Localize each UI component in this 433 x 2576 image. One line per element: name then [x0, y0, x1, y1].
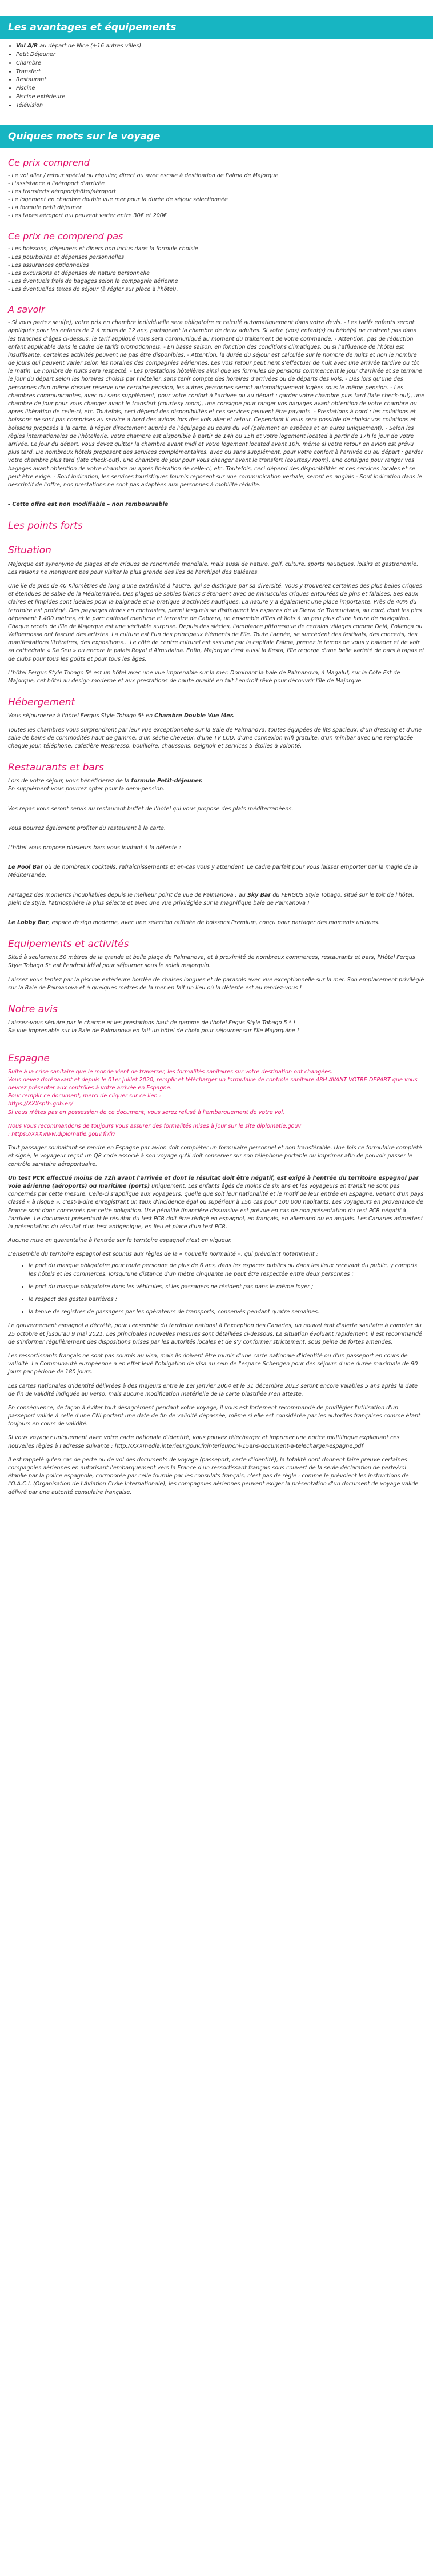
prix-comprend-line: - Le vol aller / retour spécial ou régulier, direct ou avec escale à destination de Palma de Majorque — [8, 172, 279, 179]
amenities-list — [0, 42, 433, 110]
espagne-rule-item: • le port du masque obligatoire pour toute personne de plus de 6 ans, dans les espaces publics ou dans les lieux recevant du public, y compris les hôtels et les commerces, lorsqu'une distance d'un mètre cinquante ne peut être respectée entre deux personnes ; — [29, 1262, 425, 1278]
espagne-fr: Les ressortissants français ne sont pas soumis au visa, mais ils doivent être munis d'une carte nationale d'identité ou d'un passeport en cours de validité. La Communauté européenne a en effet levé l'obligation de visa au sein de l'espace Schengen pour des séjours d'une durée maximale de 90 jours par période de 180 jours. — [8, 1352, 418, 1376]
amenity-item: • Transfert — [16, 68, 433, 77]
section-title-a-savoir: A savoir — [8, 304, 45, 315]
espagne-red-line: https://XXXspth.gob.es/ — [8, 1101, 73, 1108]
prix-comprend-list — [8, 172, 425, 221]
prix-ne-comprend-line: - Les assurances optionnelles — [8, 262, 89, 269]
equipements-p2: Laissez vous tentez par la piscine extérieure bordée de chaises longues et de parasols avec vue exceptionnelle sur la mer. Son emplacement privilégié sur la Baie de Palmanova et à quelques mètres de la mer en fait un lieu où la détente est au rendez-vous ! — [8, 976, 424, 991]
section-title-notre-avis: Notre avis — [8, 1004, 58, 1016]
prix-comprend-line: - Les transferts aéroport/hôtel/aéroport — [8, 188, 116, 195]
espagne-quarantine: Aucune mise en quarantaine à l'entrée sur le territoire espagnol n'est en vigueur. — [8, 1237, 232, 1244]
content — [0, 148, 433, 1497]
a-savoir-text: - Si vous partez seul(e), votre prix en chambre individuelle sera obligatoire et calculé automatiquement dans votre devis. - Les tarifs enfants seront appliqués pour les enfants de 2 à moins de 12 ans, partageant la chambre de deux adultes. Si votre (vos) enfant(s) ou bébé(s) ne rentrent pas dans les tranches d'âges ci-dessus, le tarif appliqué vous sera communiqué au moment du traitement de votre commande. - Attention, pas de réduction enfant applicable dans le cadre de tarifs promotionnels. - En basse saison, en fonction des conditions climatiques, ou si l'affluence de l'hôtel est insuffisante, certaines activités peuvent ne pas être disponibles. - Attention, la durée du séjour est calculée sur le nombre de nuits et non le nombre de jours qui peuvent varier selon les horaires des compagnies aériennes. Les vols retour peut nent s'effectuer de nuit avec une arrivée tardive ou tôt le matin. Le nombre de nuits sera respecté. - Les prestations hôtelières ainsi que les formules de pensions commencent le jour d'arrivée et se termine le jour du départ selon les horaires choisis par l'hôtelier, sans tenir compte des horaires d'arrivées ou de départs des vols. - Dès lors qu'une des personnes d'un même dossier réserve une certaine pension, les autres personnes seront automatiquement logées sous le même pension. - Les chambres communicantes, avec ou sans supplément, pour votre confort à l'arrivée ou au départ : garder votre chambre plus tard (late check-out), une chambre de jour pour vous changer avant le transfert (courtesy room), une consigne pour ranger vos bagages avant obtention de votre chambre ou après libération de celle-ci, etc. Toutefois, ceci dépend des disponibilités et ces services peuvent être payants. - Prestations à bord : les collations et boissons ne sont pas comprises au service à bord des avions lors des vols aller et retour. Cependant il vous sera possible de choisir vos collations et boissons proposés à la carte, à régler directement auprès de l'équipage au cours du vol (paiement en espèces et en euros uniquement). - Selon les règles internationales de l'hôtellerie, votre chambre est disponible à partir de 14h ou 15h et votre logement located à partir de 17h le jour de votre arrivée. Le jour du départ, vous devez quitter la chambre avant midi et votre logement located avant 10h, même si votre retour en avion est prévu plus tard. De nombreux hôtels proposent des services complémentaires, avec ou sans supplément, pour votre confort à l'arrivée ou au départ : garder votre chambre plus tard (late check-out), une chambre de jour pour vous changer avant le transfert (courtesy room), une consigne pour ranger vos bagages avant obtention de votre chambre ou après libération de celle-ci, etc. Toutefois, ceci dépend des disponibilités et ces services locales et se peut être exigé. - Souf indication, les services touristiques fournis reposent sur une communication verbale, seront en anglais - Souf indication dans le descriptif de l'offre, nos prestations ne sont pas adaptées aux personnes à mobilité réduite. — [8, 319, 425, 488]
restaurants-lobby-bar: Le Lobby Bar, espace design moderne, avec une sélection raffinée de boissons Premium, conçu pour partager des moments uniques. — [8, 919, 380, 926]
restaurants-p4: L'hôtel vous propose plusieurs bars vous invitant à la détente : — [8, 845, 181, 852]
situation-p2: Une île de près de 40 Kilomètres de long d'une extrémité à l'autre, qui se distingue par sa diversité. Vous y trouverez certaines des plus belles criques et étendues de sable de la Méditerranée. Des plages de sables blancs s'étendent avec de minuscules criques entourées de pins et falaises. Ses eaux claires et limpides sont idéales pour la baignade et la pratique d'activités nautiques. La nature y a également une place importante. Près de 40% du territoire est protégé. Des paysages riches en contrastes, parmi lesquels se distinguent les espaces de la Sierra de Tramuntana, au nord, dont les pics dépassent 1.400 mètres, et le parc national maritime et terrestre de Cabrera, un ensemble d'îles et îlots à un peu plus d'une heure de navigation. Chaque recoin de l'île de Majorque est une véritable surprise. Depuis des siècles, l'ambiance pittoresque de certains villages comme Deià, Pollença ou Valldemossa ont fasciné des artistes. La culture est l'un des principaux éléments de l'île. Toute l'année, se succèdent des festivals, des concerts, des manifestations littéraires, des expositions... Le côté de centre culturel est assumé par la capitale Palma, prenez le temps de vous y balader et de voir sa cathédrale « Sa Seu » ou encore le palais Royal d'Almudaina. Enfin, Majorque c'est aussi la fiesta, l'île regorge d'une belle variété de bars à tapas et de clubs pour tous les goûts et pour tous les âges. — [8, 582, 424, 662]
prix-comprend-line: - Le logement en chambre double vue mer pour la durée de séjour sélectionnée — [8, 197, 228, 203]
espagne-cni: Les cartes nationales d'identité délivrées à des majeurs entre le 1er janvier 2004 et le 31 décembre 2013 seront encore valables 5 ans après la date de fin de validité indiquée au verso, mais aucune modification matérielle de la carte plastifiée n'en atteste. — [8, 1383, 418, 1397]
espagne-red-line: : https://XXXwww.diplomatie.gouv.fr/fr/ — [8, 1131, 115, 1138]
prix-ne-comprend-line: - Les éventuels frais de bagages selon la compagnie aérienne — [8, 278, 178, 285]
restaurants-sky-bar: Partagez des moments inoubliables depuis le meilleur point de vue de Palmanova : au Sky Bar du FERGUS Style Tobago, situé sur le toit de l'hôtel, plein de style, l'atmosphère la plus sélecte et avec une vue privilégiée sur la magnifique baie de Palmanova ! — [8, 892, 415, 906]
espagne-rules-intro: L'ensemble du territoire espagnol est soumis aux règles de la « nouvelle normalité », qui prévoient notamment : — [8, 1251, 318, 1258]
espagne-conseq: En conséquence, de façon à éviter tout désagrément pendant votre voyage, il vous est fortement recommandé de privilégier l'utilisation d'un passeport valide à celle d'une CNI portant une date de fin de validité dépassée, même si elle est considérée par les autorités françaises comme étant toujours en cours de validité. — [8, 1404, 420, 1428]
prix-comprend-line: - L'assistance à l'aéroport d'arrivée — [8, 180, 105, 187]
espagne-rule-item: • le port du masque obligatoire dans les véhicules, si les passagers ne résident pas dans le même foyer ; — [29, 1283, 425, 1291]
espagne-rule-item: • la tenue de registres de passagers par les opérateurs de transports, conservés pendant quatre semaines. — [29, 1308, 425, 1316]
prix-ne-comprend-line: - Les éventuelles taxes de séjour (à régler sur place à l'hôtel). — [8, 286, 178, 293]
espagne-rule-item: • le respect des gestes barrières ; — [29, 1296, 425, 1304]
restaurants-p3: Vous pourrez également profiter du restaurant à la carte. — [8, 825, 166, 832]
prix-ne-comprend-line: - Les pourboires et dépenses personnelles — [8, 254, 125, 261]
amenity-item: • Petit Déjeuner — [16, 51, 433, 59]
restaurants-line2: En supplément vous pourrez opter pour la demi-pension. — [8, 786, 165, 793]
section-title-prix-comprend: Ce prix comprend — [8, 157, 90, 168]
restaurants-p2: Vos repas vous seront servis au restaurant buffet de l'hôtel qui vous propose des plats méditerranéens. — [8, 805, 294, 812]
notre-avis-line1: Laissez-vous séduire par le charme et les prestations haut de gamme de l'hôtel Fegus Style Tobago 5 * ! — [8, 1020, 296, 1027]
espagne-diplomatie-notice — [8, 1123, 425, 1139]
espagne-red-line: Si vous n'êtes pas en possession de ce document, vous serez refusé à l'embarquement de votre vol. — [8, 1109, 285, 1116]
espagne-cni2: Si vous voyagez uniquement avec votre carte nationale d'identité, vous pouvez télécharger et imprimer une notice multilingue expliquant ces nouvelles règles à l'adresse suivante : http://XXXmedia.interieur.gouv.fr/interieur/cni-15ans-document-a-telecharger-espagne.pdf — [8, 1435, 400, 1449]
amenity-item: • Piscine — [16, 85, 433, 93]
section-title-espagne: Espagne — [8, 1052, 50, 1064]
espagne-rules-list — [8, 1262, 425, 1316]
hebergement-p2: Toutes les chambres vous surprendront par leur vue exceptionnelle sur la Baie de Palmanova, toutes équipées de lits spacieux, d'un dressing et d'une salle de bains de commodités haut de gamme, d'un sèche cheveux, d'une TV LCD, d'une connexion wifi gratuite, d'un minibar avec une remplacée chaque jour, téléphone, cafetière Nespresso, bouilloire, chaussons, peignoir et services 5 étoiles à volonté. — [8, 726, 422, 749]
situation-p3: L'hôtel Fergus Style Tobago 5* est un hôtel avec une vue imprenable sur la mer. Dominant la baie de Palmanova, à Magaluf, sur la Côte Est de Majorque, cet hôtel au design moderne et aux prestations de haute qualité en fait l'endroit rêvé pour découvrir l'île de Majorque. — [8, 669, 400, 685]
amenities-banner: Les avantages et équipements — [0, 16, 433, 39]
espagne-gov: Le gouvernement espagnol a décrété, pour l'ensemble du territoire national à l'exception des Canaries, un nouvel état d'alerte sanitaire à compter du 25 octobre et jusqu'au 9 mai 2021. Les principales nouvelles mesures sont détaillées ci-dessous. La situation évoluant rapidement, il est recommandé de s'informer régulièrement des dispositions prises par les autorités locales et de s'y conformer strictement, sous peine de fortes amendes. — [8, 1323, 422, 1345]
section-title-restaurants: Restaurants et bars — [8, 762, 104, 774]
restaurants-pool-bar: Le Pool Bar où de nombreux cocktails, rafraîchissements et en-cas vous y attendent. Le cadre parfait pour vous laisser emporter par la magie de la Méditerranée. — [8, 864, 418, 879]
equipements-p1: Situé à seulement 50 mètres de la grande et belle plage de Palmanova, et à proximité de nombreux commerces, restaurants et bars, l'Hôtel Fergus Style Tobago 5* est l'endroit idéal pour séjourner sous le soleil majorquin. — [8, 954, 415, 969]
espagne-red-line: Vous devez dorénavant et depuis le 01er juillet 2020, remplir et télécharger un formulaire de contrôle sanitaire 48H AVANT VOTRE DEPART que vous devrez présenter aux contrôles à votre arrivée en Espagne. — [8, 1076, 418, 1092]
words-banner: Quiques mots sur le voyage — [0, 125, 433, 148]
espagne-sanitary-notice — [8, 1068, 425, 1117]
section-title-hebergement: Hébergement — [8, 697, 75, 709]
amenity-item: • Restaurant — [16, 76, 433, 85]
section-title-prix-ne-comprend: Ce prix ne comprend pas — [8, 230, 123, 242]
espagne-form: Tout passager souhaitant se rendre en Espagne par avion doit compléter un formulaire personnel et non transférable. Une fois ce formulaire complété et signé, le voyageur reçoit un QR code associé à son voyage qu'il doit conserver sur son téléphone portable ou imprimer afin de pouvoir passer le contrôle sanitaire aéroportuaire. — [8, 1145, 422, 1168]
a-savoir-non-modifiable: - Cette offre est non modifiable – non remboursable — [8, 501, 169, 508]
restaurants-intro: Lors de votre séjour, vous bénéficierez de la formule Petit-déjeuner. — [8, 778, 203, 785]
prix-ne-comprend-line: - Les boissons, déjeuners et dîners non inclus dans la formule choisie — [8, 246, 198, 253]
prix-ne-comprend-line: - Les excursions et dépenses de nature personnelle — [8, 270, 150, 277]
prix-ne-comprend-list — [8, 245, 425, 294]
prix-comprend-line: - La formule petit déjeuner — [8, 205, 82, 211]
notre-avis-line2: Sa vue imprenable sur la Baie de Palmanova en fait un hôtel de choix pour séjourner sur l'île Majorquine ! — [8, 1028, 299, 1035]
amenity-item: • Chambre — [16, 59, 433, 68]
espagne-red-line: Pour remplir ce document, merci de cliquer sur ce lien : — [8, 1093, 161, 1100]
amenity-item: • Vol A/R au départ de Nice (+16 autres villes) — [16, 42, 433, 51]
section-title-situation: Situation — [8, 545, 51, 557]
section-title-points-forts: Les points forts — [8, 520, 83, 532]
amenity-item: • Télévision — [16, 102, 433, 110]
section-title-equipements: Equipements et activités — [8, 938, 129, 950]
hebergement-intro: Vous séjournerez à l'hôtel Fergus Style Tobago 5* en Chambre Double Vue Mer. — [8, 713, 234, 720]
amenity-item: • Piscine extérieure — [16, 93, 433, 102]
espagne-pcr: Un test PCR effectué moins de 72h avant l'arrivée et dont le résultat doit être négatif, est exigé à l'entrée du territoire espagnol par voie aérienne (aéroports) ou maritime (ports) uniquement. Les enfants âgés de moins de six ans et les voyageurs en transit ne sont pas concernés par cette mesure. Celle-ci s'applique aux voyageurs, quelle que soit leur nationalité et le motif de leur entrée en Espagne, venant d'un pays classé « à risque », c'est-à-dire enregistrant un taux d'incidence égal ou supérieur à 150 cas pour 100 000 habitants. Les voyageurs en provenance de France sont donc concernés par cette obligation. Une pénalité financière dissuasive est prévue en cas de non présentation du test PCR négatif à l'arrivée. Le document présentant le résultat du test PCR doit être rédigé en espagnol, en français, en allemand ou en anglais. Les Canaries admettent la présentation du résultat d'un test antigénique, en lieu et place d'un test PCR. — [8, 1175, 424, 1230]
situation-p1: Majorque est synonyme de plages et de criques de renommée mondiale, mais aussi de nature, golf, culture, sports nautiques, loisirs et gastronomie. Les raisons ne manquent pas pour visiter la plus grande des îles de l'archipel des Baléares. — [8, 561, 419, 576]
espagne-rappel: Il est rappelé qu'en cas de perte ou de vol des documents de voyage (passeport, carte d'identité), la totalité dont donnent faire preuve certaines compagnies aériennes en autorisant l'embarquement vers la France d'un ressortissant français sous couvert de la seule déclaration de perte/vol établie par la police espagnole, corroborée par celle fournie par les consulats français, n'est pas de règle : comme le prévoient les instructions de l'O.A.C.I. (Organisation de l'Aviation Civile Internationale), les compagnies aériennes peuvent exiger la présentation d'un document de voyage valide délivré par une autorité consulaire française. — [8, 1456, 419, 1496]
prix-comprend-line: - Les taxes aéroport qui peuvent varier entre 30€ et 200€ — [8, 213, 167, 219]
espagne-red-line: Suite à la crise sanitaire que le monde vient de traverser, les formalités sanitaires sur votre destination ont changées. — [8, 1068, 333, 1075]
espagne-red-line: Nous vous recommandons de toujours vous assurer des formalités mises à jour sur le site diplomatie.gouv — [8, 1123, 302, 1129]
